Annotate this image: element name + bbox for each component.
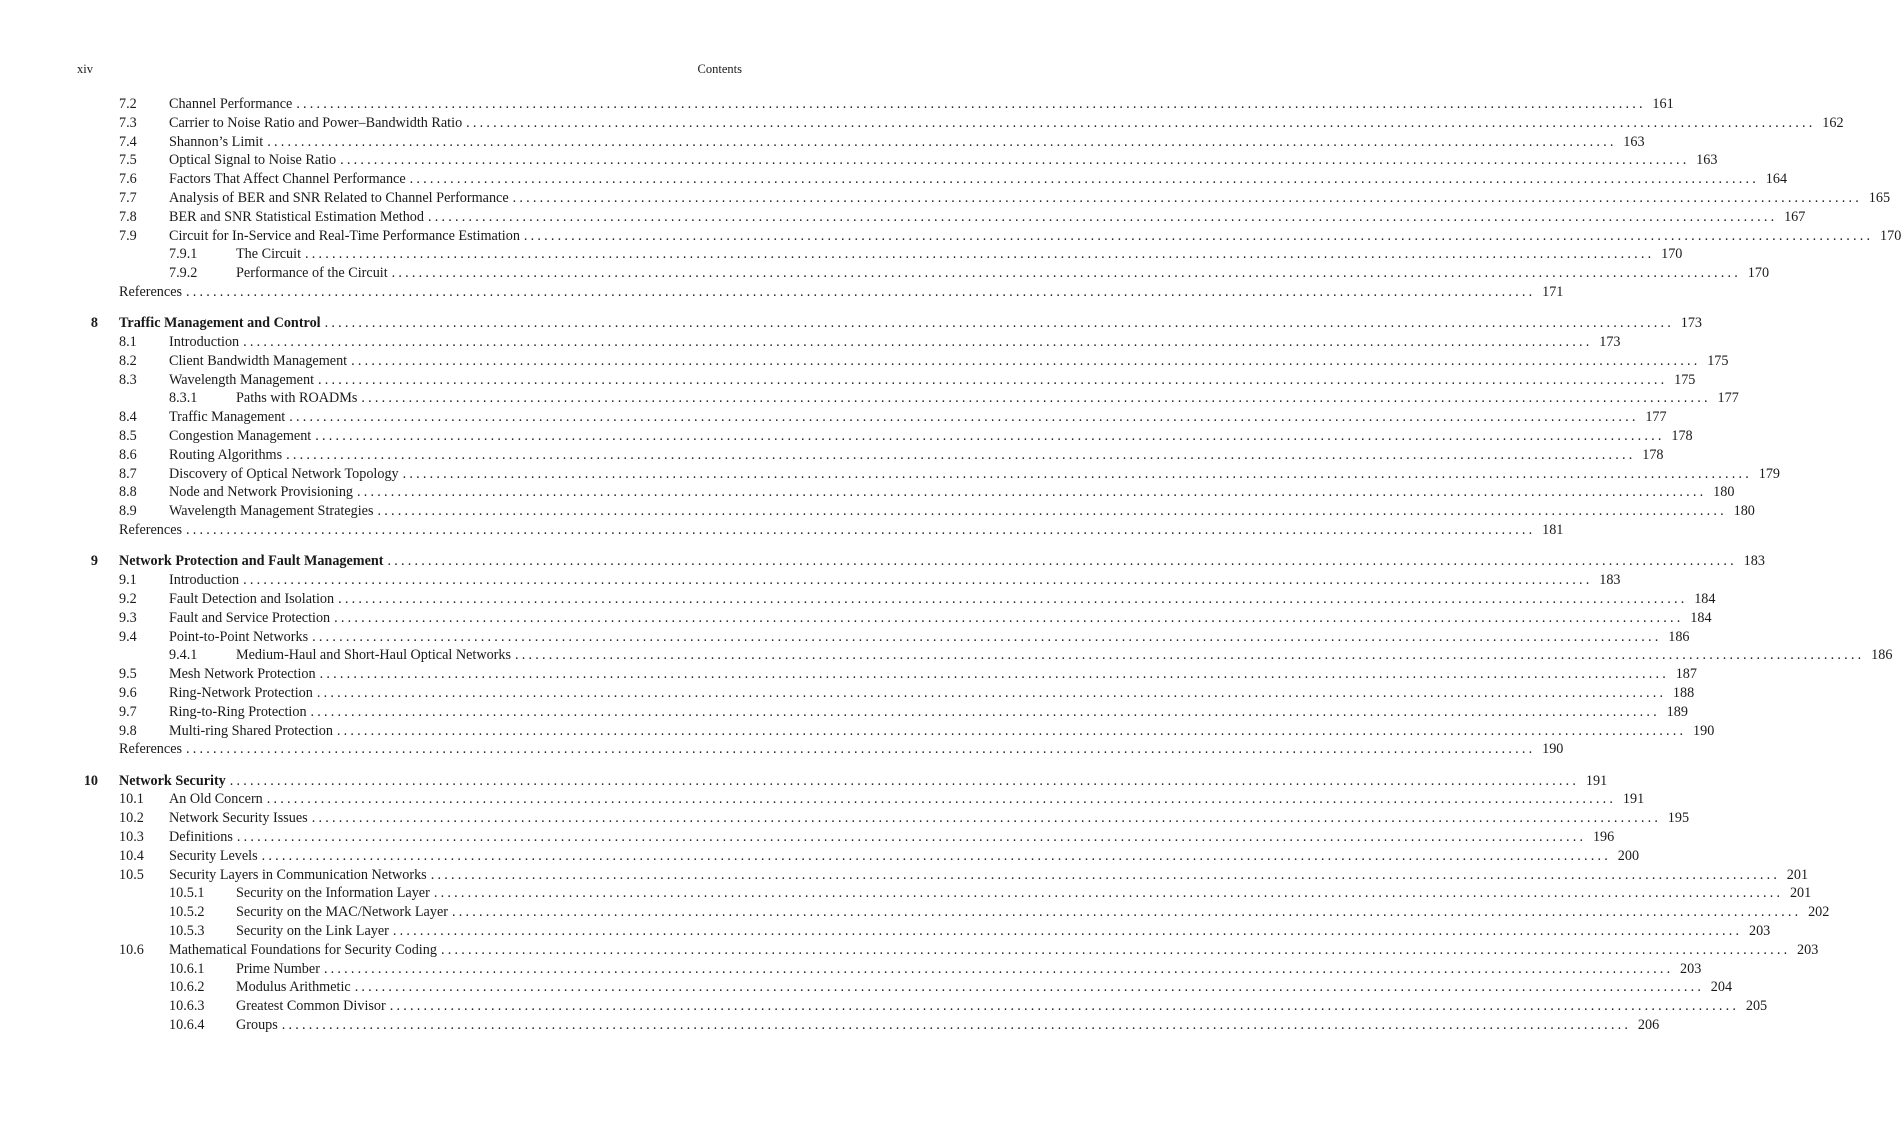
toc-entry-page: 204 [1710, 979, 1733, 996]
toc-entry-page: 206 [1637, 1016, 1660, 1033]
toc-entry-page: 188 [1672, 684, 1695, 701]
toc-entry-number: 10.6.4 [169, 1016, 205, 1033]
toc-entry-number: 9.5 [119, 666, 137, 683]
toc-entry-chapter[interactable] [0, 314, 1702, 333]
toc-entry-page: 180 [1733, 503, 1755, 520]
toc-entry-title: Security on the Link Layer [236, 922, 389, 939]
toc-entry-line [169, 502, 1755, 521]
toc-entry-line [169, 352, 1729, 371]
toc-entry-section[interactable] [0, 446, 1664, 465]
toc-entry-title: Security on the MAC/Network Layer [236, 904, 448, 921]
toc-entry-number: 9.7 [119, 703, 137, 720]
toc-entry-line [169, 722, 1715, 741]
toc-entry-line [169, 95, 1674, 114]
dot-leader: ........................................................................................................................................................................................................ [430, 866, 1781, 883]
dot-leader: ........................................................................................................................................................................................................ [334, 609, 1684, 626]
dot-leader: ........................................................................................................................................................................................................ [318, 371, 1668, 388]
dot-leader: ........................................................................................................................................................................................................ [523, 227, 1874, 244]
toc-entry-title: Shannon’s Limit [169, 133, 264, 150]
toc-entry-title: Security on the Information Layer [236, 885, 430, 902]
toc-entry-title: Security Levels [169, 847, 258, 864]
toc-entry-section[interactable] [0, 628, 1690, 647]
toc-entry-number: 10.5.1 [169, 885, 205, 902]
dot-leader: ........................................................................................................................................................................................................ [315, 428, 1665, 445]
toc-entry-line [169, 828, 1615, 847]
toc-entry-number: 9 [90, 553, 98, 570]
toc-entry-section[interactable] [0, 427, 1693, 446]
toc-entry-subsection[interactable] [0, 1016, 1660, 1035]
toc-entry-page: 162 [1822, 114, 1844, 131]
toc-entry-number: 9.4.1 [169, 647, 198, 664]
dot-leader: ........................................................................................................................................................................................................ [186, 522, 1536, 539]
toc-entry-page: 171 [1542, 283, 1564, 300]
toc-entry-line [169, 847, 1640, 866]
toc-entry-line [169, 133, 1645, 152]
toc-entry-title: Analysis of BER and SNR Related to Channel Performance [169, 189, 509, 206]
toc-entry-section[interactable] [0, 151, 1718, 170]
toc-entry-section[interactable] [0, 352, 1729, 371]
toc-entry-number: 7.8 [119, 208, 137, 225]
toc-entry-title: Optical Signal to Noise Ratio [169, 152, 337, 169]
dot-leader: ........................................................................................................................................................................................................ [323, 960, 1674, 977]
toc-entry-title: Network Security [119, 772, 226, 789]
toc-entry-line [169, 151, 1718, 170]
toc-entry-page: 177 [1645, 409, 1667, 426]
dot-leader: ........................................................................................................................................................................................................ [281, 1016, 1632, 1033]
toc-entry-section[interactable] [0, 722, 1715, 741]
toc-entry-line [169, 465, 1781, 484]
toc-entry-line [169, 427, 1693, 446]
toc-entry-subsection[interactable] [0, 978, 1733, 997]
toc-entry-title: References [119, 741, 183, 758]
toc-entry-title: Mathematical Foundations for Security Coding [169, 941, 437, 958]
toc-entry-page: 203 [1680, 960, 1702, 977]
toc-entry-number: 7.6 [119, 171, 137, 188]
toc-entry-line [169, 628, 1690, 647]
toc-entry-number: 7.4 [119, 133, 137, 150]
toc-entry-title: Paths with ROADMs [236, 390, 358, 407]
toc-entry-section[interactable] [0, 227, 1901, 246]
dot-leader: ........................................................................................................................................................................................................ [319, 666, 1669, 683]
dot-leader: ........................................................................................................................................................................................................ [409, 171, 1760, 188]
toc-entry-subsection[interactable] [0, 922, 1771, 941]
toc-entry-number: 9.6 [119, 684, 137, 701]
toc-entry-section[interactable] [0, 371, 1696, 390]
toc-entry-page: 164 [1765, 171, 1788, 188]
toc-entry-line [119, 740, 1564, 759]
toc-entry-title: References [119, 283, 183, 300]
dot-leader: ........................................................................................................................................................................................................ [186, 283, 1536, 300]
toc-entry-number: 8.8 [119, 484, 137, 501]
toc-entry-line [236, 903, 1830, 922]
dot-leader: ........................................................................................................................................................................................................ [336, 722, 1687, 739]
toc-entry-title: Circuit for In-Service and Real-Time Performance Estimation [169, 227, 520, 244]
toc-entry-section[interactable] [0, 665, 1697, 684]
toc-entry-number: 10.5 [119, 866, 144, 883]
toc-entry-title: BER and SNR Statistical Estimation Method [169, 208, 424, 225]
toc-entry-title: Fault and Service Protection [169, 609, 331, 626]
toc-entry-number: 8.2 [119, 352, 137, 369]
toc-entry-number: 10.1 [119, 791, 144, 808]
toc-entry-section[interactable] [0, 95, 1674, 114]
toc-entry-number: 8.9 [119, 503, 137, 520]
toc-entry-line [169, 227, 1901, 246]
toc-entry-title: Traffic Management [169, 409, 286, 426]
toc-entry-number: 10.6.3 [169, 998, 205, 1015]
toc-entry-page: 184 [1690, 609, 1712, 626]
toc-entry-line [119, 552, 1765, 571]
toc-entry-page: 163 [1623, 133, 1645, 150]
toc-entry-number: 10.6.1 [169, 960, 205, 977]
toc-entry-number: 10.3 [119, 828, 144, 845]
dot-leader: ........................................................................................................................................................................................................ [357, 484, 1707, 501]
toc-entry-title: Factors That Affect Channel Performance [169, 171, 406, 188]
toc-entry-line [169, 571, 1621, 590]
toc-entry-line [236, 997, 1768, 1016]
dot-leader: ........................................................................................................................................................................................................ [261, 847, 1612, 864]
toc-entry-title: Security Layers in Communication Networks [169, 866, 427, 883]
toc-entry-subsection[interactable] [0, 389, 1739, 408]
toc-entry-section[interactable] [0, 809, 1690, 828]
dot-leader: ........................................................................................................................................................................................................ [186, 741, 1536, 758]
toc-entry-number: 7.9 [119, 227, 137, 244]
toc-entry-number: 7.9.1 [169, 246, 198, 263]
toc-entry-refs[interactable] [0, 283, 1564, 302]
toc-entry-page: 203 [1797, 941, 1819, 958]
toc-entry-number: 8.3.1 [169, 390, 198, 407]
dot-leader: ........................................................................................................................................................................................................ [361, 390, 1711, 407]
toc-entry-line [236, 646, 1893, 665]
toc-entry-title: Carrier to Noise Ratio and Power–Bandwidth Ratio [169, 114, 463, 131]
dot-leader: ........................................................................................................................................................................................................ [312, 628, 1662, 645]
toc-entry-line [236, 389, 1739, 408]
toc-entry-line [169, 333, 1621, 352]
toc-entry-number: 8.1 [119, 334, 137, 351]
toc-entry-number: 10.5.3 [169, 922, 205, 939]
toc-entry-subsection[interactable] [0, 960, 1702, 979]
toc-entry-line [169, 866, 1809, 885]
toc-entry-line [169, 703, 1688, 722]
toc-entry-line [169, 790, 1645, 809]
toc-entry-title: Modulus Arithmetic [236, 979, 351, 996]
toc-entry-line [169, 590, 1716, 609]
toc-entry-line [236, 978, 1733, 997]
toc-entry-refs[interactable] [0, 740, 1564, 759]
toc-entry-title: Discovery of Optical Network Topology [169, 465, 399, 482]
toc-entry-number: 10.6 [119, 941, 144, 958]
dot-leader: ........................................................................................................................................................................................................ [440, 941, 1791, 958]
toc-entry-page: 200 [1617, 847, 1640, 864]
toc-entry-page: 170 [1661, 246, 1683, 263]
toc-entry-title: Client Bandwidth Management [169, 352, 348, 369]
toc-entry-line [169, 189, 1891, 208]
toc-entry-section[interactable] [0, 133, 1645, 152]
toc-entry-title: Point-to-Point Networks [169, 628, 309, 645]
toc-entry-title: Traffic Management and Control [119, 315, 321, 332]
dot-leader: ........................................................................................................................................................................................................ [387, 553, 1737, 570]
toc-entry-number: 9.4 [119, 628, 137, 645]
toc-entry-number: 10.5.2 [169, 904, 205, 921]
toc-entry-section[interactable] [0, 684, 1695, 703]
toc-entry-number: 8.5 [119, 428, 137, 445]
toc-entry-page: 177 [1717, 390, 1739, 407]
dot-leader: ........................................................................................................................................................................................................ [515, 647, 1865, 664]
toc-entry-number: 7.7 [119, 189, 137, 206]
toc-entry-subsection[interactable] [0, 646, 1893, 665]
toc-entry-title: Groups [236, 1016, 278, 1033]
dot-leader: ........................................................................................................................................................................................................ [289, 409, 1639, 426]
toc-entry-line [169, 609, 1712, 628]
toc-entry-section[interactable] [0, 333, 1621, 352]
toc-entry-chapter[interactable] [0, 552, 1765, 571]
dot-leader: ........................................................................................................................................................................................................ [229, 772, 1580, 789]
toc-entry-chapter[interactable] [0, 772, 1608, 791]
toc-entry-page: 195 [1667, 810, 1690, 827]
toc-entry-line [169, 170, 1788, 189]
toc-entry-number: 10 [83, 772, 98, 789]
dot-leader: ........................................................................................................................................................................................................ [351, 352, 1701, 369]
toc-entry-title: An Old Concern [169, 791, 263, 808]
toc-entry-section[interactable] [0, 790, 1645, 809]
dot-leader: ........................................................................................................................................................................................................ [243, 572, 1593, 589]
toc-entry-line [119, 521, 1564, 540]
toc-entry-line [236, 884, 1812, 903]
dot-leader: ........................................................................................................................................................................................................ [338, 590, 1688, 607]
toc-entry-line [236, 264, 1770, 283]
toc-entry-page: 191 [1585, 772, 1608, 789]
toc-entry-page: 184 [1694, 590, 1716, 607]
toc-entry-title: Ring-to-Ring Protection [169, 703, 307, 720]
dot-leader: ........................................................................................................................................................................................................ [340, 152, 1690, 169]
toc-entry-line [169, 809, 1690, 828]
dot-leader: ........................................................................................................................................................................................................ [316, 684, 1667, 701]
toc-entry-section[interactable] [0, 408, 1667, 427]
toc-entry-section[interactable] [0, 465, 1781, 484]
toc-entry-subsection[interactable] [0, 264, 1770, 283]
toc-entry-number: 9.8 [119, 722, 137, 739]
toc-entry-number: 8.4 [119, 409, 137, 426]
toc-entry-section[interactable] [0, 590, 1716, 609]
toc-entry-number: 9.1 [119, 572, 137, 589]
dot-leader: ........................................................................................................................................................................................................ [402, 465, 1753, 482]
toc-entry-title: Wavelength Management Strategies [169, 503, 374, 520]
toc-entry-section[interactable] [0, 866, 1809, 885]
toc-entry-number: 9.2 [119, 590, 137, 607]
toc-entry-page: 186 [1668, 628, 1690, 645]
toc-entry-page: 183 [1599, 572, 1621, 589]
toc-entry-title: Node and Network Provisioning [169, 484, 354, 501]
toc-entry-section[interactable] [0, 828, 1615, 847]
toc-entry-page: 181 [1542, 522, 1564, 539]
toc-entry-number: 7.9.2 [169, 265, 198, 282]
toc-entry-page: 189 [1666, 703, 1688, 720]
toc-entry-number: 9.3 [119, 609, 137, 626]
toc-entry-page: 178 [1671, 428, 1693, 445]
toc-entry-line [236, 922, 1771, 941]
toc-entry-title: Wavelength Management [169, 371, 315, 388]
toc-entry-title: Routing Algorithms [169, 446, 283, 463]
toc-entry-title: Network Protection and Fault Management [119, 553, 384, 570]
toc-entry-page: 187 [1675, 666, 1697, 683]
toc-entry-line [169, 208, 1806, 227]
dot-leader: ........................................................................................................................................................................................................ [311, 810, 1662, 827]
dot-leader: ........................................................................................................................................................................................................ [427, 208, 1778, 225]
dot-leader: ........................................................................................................................................................................................................ [451, 904, 1802, 921]
toc-entry-subsection[interactable] [0, 245, 1683, 264]
toc-entry-number: 8 [90, 315, 98, 332]
toc-entry-line [169, 665, 1697, 684]
dot-leader: ........................................................................................................................................................................................................ [354, 979, 1705, 996]
toc-entry-subsection[interactable] [0, 997, 1768, 1016]
toc-entry-line [169, 371, 1696, 390]
table-of-contents [0, 95, 1901, 1035]
toc-entry-page: 179 [1758, 465, 1781, 482]
dot-leader: ........................................................................................................................................................................................................ [466, 114, 1816, 131]
toc-entry-refs[interactable] [0, 521, 1564, 540]
toc-entry-line [169, 446, 1664, 465]
toc-entry-section[interactable] [0, 170, 1788, 189]
dot-leader: ........................................................................................................................................................................................................ [310, 703, 1660, 720]
toc-entry-section[interactable] [0, 941, 1819, 960]
toc-entry-line [236, 245, 1683, 264]
toc-entry-title: Medium-Haul and Short-Haul Optical Networks [236, 647, 512, 664]
toc-entry-line [169, 941, 1819, 960]
toc-entry-number: 8.3 [119, 371, 137, 388]
toc-entry-number: 10.2 [119, 810, 144, 827]
toc-entry-title: Introduction [169, 334, 240, 351]
toc-entry-number: 7.2 [119, 96, 137, 112]
toc-entry-page: 163 [1696, 152, 1718, 169]
toc-entry-line [236, 960, 1702, 979]
dot-leader: ........................................................................................................................................................................................................ [391, 265, 1742, 282]
toc-entry-section[interactable] [0, 571, 1621, 590]
toc-entry-section[interactable] [0, 703, 1688, 722]
toc-entry-page: 165 [1868, 189, 1891, 206]
toc-entry-subsection[interactable] [0, 884, 1812, 903]
toc-entry-page: 170 [1747, 265, 1770, 282]
toc-entry-page: 202 [1808, 904, 1830, 921]
toc-entry-page: 191 [1622, 791, 1645, 808]
toc-entry-title: Channel Performance [169, 96, 293, 112]
toc-entry-page: 196 [1592, 828, 1615, 845]
toc-entry-number: 8.6 [119, 446, 137, 463]
toc-entry-page: 190 [1542, 741, 1564, 758]
toc-entry-line [119, 314, 1702, 333]
dot-leader: ........................................................................................................................................................................................................ [512, 189, 1863, 206]
dot-leader: ........................................................................................................................................................................................................ [433, 885, 1784, 902]
dot-leader: ........................................................................................................................................................................................................ [389, 998, 1740, 1015]
toc-entry-title: References [119, 522, 183, 539]
toc-entry-title: The Circuit [236, 246, 302, 263]
toc-entry-line [119, 283, 1564, 302]
toc-entry-page: 161 [1652, 96, 1674, 112]
toc-entry-page: 173 [1680, 315, 1702, 332]
toc-entry-page: 205 [1745, 998, 1768, 1015]
toc-entry-page: 175 [1674, 371, 1696, 388]
toc-entry-title: Multi-ring Shared Protection [169, 722, 333, 739]
toc-entry-title: Definitions [169, 828, 233, 845]
toc-entry-page: 201 [1789, 885, 1812, 902]
dot-leader: ........................................................................................................................................................................................................ [286, 446, 1636, 463]
toc-entry-number: 10.4 [119, 847, 144, 864]
toc-entry-number: 10.6.2 [169, 979, 205, 996]
toc-entry-title: Fault Detection and Isolation [169, 590, 335, 607]
toc-entry-page: 173 [1599, 334, 1621, 351]
dot-leader: ........................................................................................................................................................................................................ [296, 96, 1646, 112]
toc-entry-line [236, 1016, 1660, 1035]
toc-entry-title: Prime Number [236, 960, 320, 977]
toc-entry-section[interactable] [0, 609, 1712, 628]
toc-entry-line [169, 408, 1667, 427]
toc-entry-title: Performance of the Circuit [236, 265, 388, 282]
toc-entry-page: 201 [1786, 866, 1809, 883]
toc-entry-section[interactable] [0, 114, 1844, 133]
toc-entry-page: 186 [1871, 647, 1893, 664]
toc-entry-page: 170 [1880, 227, 1901, 244]
toc-entry-title: Introduction [169, 572, 240, 589]
toc-entry-section[interactable] [0, 847, 1640, 866]
toc-entry-number: 8.7 [119, 465, 137, 482]
page-number: xiv [77, 62, 93, 76]
toc-entry-title: Ring-Network Protection [169, 684, 313, 701]
toc-entry-title: Network Security Issues [169, 810, 308, 827]
toc-entry-page: 183 [1743, 553, 1765, 570]
toc-entry-section[interactable] [0, 208, 1806, 227]
toc-entry-subsection[interactable] [0, 903, 1830, 922]
toc-entry-line [119, 772, 1608, 791]
dot-leader: ........................................................................................................................................................................................................ [377, 503, 1727, 520]
dot-leader: ........................................................................................................................................................................................................ [236, 828, 1587, 845]
toc-entry-page: 203 [1748, 922, 1771, 939]
running-title: Contents [697, 62, 742, 76]
toc-entry-number: 7.3 [119, 114, 137, 131]
toc-entry-title: Mesh Network Protection [169, 666, 316, 683]
toc-entry-line [169, 483, 1735, 502]
toc-entry-title: Congestion Management [169, 428, 312, 445]
toc-entry-line [169, 684, 1695, 703]
dot-leader: ........................................................................................................................................................................................................ [266, 791, 1617, 808]
toc-entry-page: 178 [1642, 446, 1664, 463]
toc-entry-title: Greatest Common Divisor [236, 998, 386, 1015]
dot-leader: ........................................................................................................................................................................................................ [324, 315, 1674, 332]
dot-leader: ........................................................................................................................................................................................................ [305, 246, 1655, 263]
toc-entry-section[interactable] [0, 189, 1891, 208]
toc-entry-page: 190 [1693, 722, 1715, 739]
dot-leader: ........................................................................................................................................................................................................ [243, 334, 1593, 351]
toc-entry-page: 180 [1713, 484, 1735, 501]
dot-leader: ........................................................................................................................................................................................................ [392, 922, 1743, 939]
dot-leader: ........................................................................................................................................................................................................ [267, 133, 1617, 150]
toc-entry-page: 175 [1707, 352, 1729, 369]
toc-entry-page: 167 [1784, 208, 1806, 225]
toc-entry-line [169, 114, 1844, 133]
toc-entry-number: 7.5 [119, 152, 137, 169]
toc-entry-section[interactable] [0, 502, 1755, 521]
toc-entry-section[interactable] [0, 483, 1735, 502]
